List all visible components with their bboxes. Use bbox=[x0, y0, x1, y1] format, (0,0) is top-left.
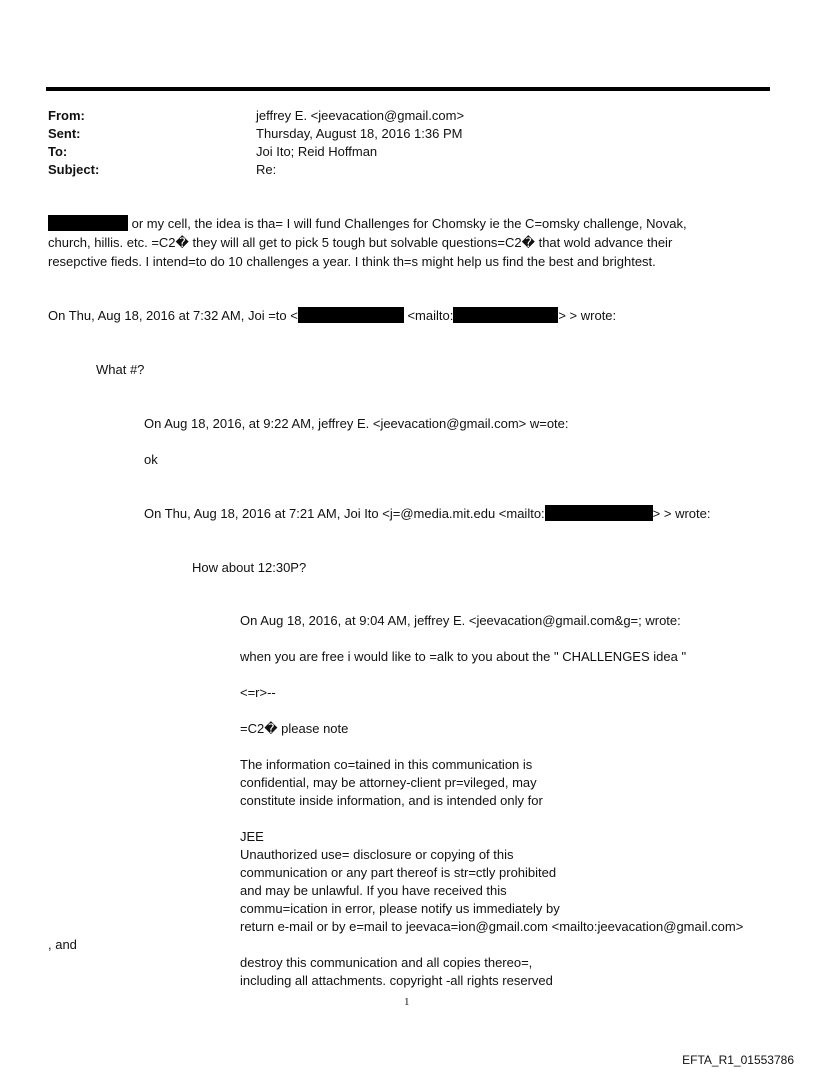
disclaimer-line: constitute inside information, and is intended only for bbox=[240, 793, 543, 808]
disclaimer-line: , and bbox=[48, 937, 77, 952]
disclaimer-line: JEE bbox=[240, 829, 264, 844]
to-value: Joi Ito; Reid Hoffman bbox=[256, 144, 378, 159]
sent-label: Sent: bbox=[48, 126, 81, 141]
disclaimer-line: Unauthorized use= disclosure or copying of this bbox=[240, 847, 514, 862]
quote-header: On Aug 18, 2016, at 9:04 AM, jeffrey E. <jeevacation@gmail.com&g=; wrote: bbox=[240, 613, 681, 628]
body-line: resepctive fieds. I intend=to do 10 challenges a year. I think th=s might help us find the best and brightest. bbox=[48, 254, 656, 269]
quote-text: How about 12:30P? bbox=[192, 560, 307, 575]
header-rule bbox=[46, 87, 770, 91]
quote-header: On Thu, Aug 18, 2016 at 7:32 AM, Joi =to < <mailto: > > wrote: bbox=[48, 308, 617, 323]
from-label: From: bbox=[48, 108, 85, 123]
quote-header: On Aug 18, 2016, at 9:22 AM, jeffrey E. <jeevacation@gmail.com> w=ote: bbox=[144, 416, 569, 431]
redaction-bar bbox=[545, 505, 653, 521]
from-value: jeffrey E. <jeevacation@gmail.com> bbox=[256, 108, 465, 123]
disclaimer-line: communication or any part thereof is str=ctly prohibited bbox=[240, 865, 557, 880]
quote-text: <=r>-- bbox=[240, 685, 276, 700]
to-label: To: bbox=[48, 144, 68, 159]
disclaimer-line: including all attachments. copyright -all rights reserved bbox=[240, 973, 553, 988]
quote-header: On Thu, Aug 18, 2016 at 7:21 AM, Joi Ito <j=@media.mit.edu <mailto: > > wrote: bbox=[144, 506, 711, 521]
quote-text: What #? bbox=[96, 362, 145, 377]
quote-text: when you are free i would like to =alk to you about the " CHALLENGES idea " bbox=[240, 649, 687, 664]
redaction-bar bbox=[453, 307, 558, 323]
redaction-bar bbox=[298, 307, 404, 323]
subject-value: Re: bbox=[256, 162, 277, 177]
document-id: EFTA_R1_01553786 bbox=[682, 1053, 794, 1067]
disclaimer-line: commu=ication in error, please notify us immediately by bbox=[240, 901, 560, 916]
subject-label: Subject: bbox=[48, 162, 100, 177]
disclaimer-line: return e-mail or by e=mail to jeevaca=ion@gmail.com <mailto:jeevacation@gmail.com> bbox=[240, 919, 744, 934]
disclaimer-line: The information co=tained in this communication is bbox=[240, 757, 533, 772]
disclaimer-line: confidential, may be attorney-client pr=vileged, may bbox=[240, 775, 537, 790]
body-line: church, hillis. etc. =C2� they will all get to pick 5 tough but solvable questions=C2� that wold advance their bbox=[48, 235, 673, 250]
quote-text: ok bbox=[144, 452, 158, 467]
disclaimer-line: destroy this communication and all copies thereo=, bbox=[240, 955, 533, 970]
quote-text: =C2� please note bbox=[240, 721, 349, 736]
body-line: or my cell, the idea is tha= I will fund Challenges for Chomsky ie the C=omsky challenge, Novak, bbox=[48, 215, 687, 233]
sent-value: Thursday, August 18, 2016 1:36 PM bbox=[256, 126, 463, 141]
disclaimer-line: and may be unlawful. If you have received this bbox=[240, 883, 507, 898]
page-number: 1 bbox=[404, 996, 410, 1008]
redaction-bar bbox=[48, 215, 128, 231]
